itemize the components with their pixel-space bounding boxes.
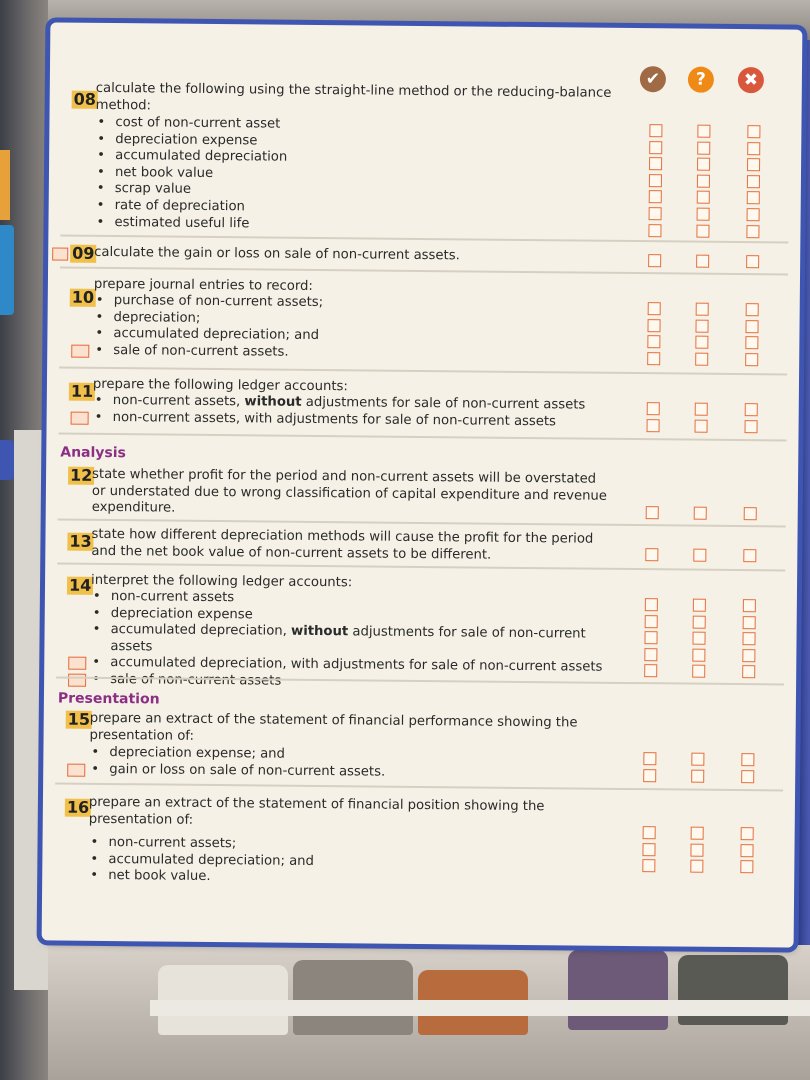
- bullet: • accumulated depreciation, without adjustments for sale of non-current assets: [90, 622, 610, 660]
- checkbox-understood[interactable]: [645, 615, 658, 628]
- checkbox-understood[interactable]: [649, 157, 662, 170]
- bullet: • depreciation;: [94, 309, 614, 331]
- checkbox-unsure[interactable]: [692, 648, 705, 661]
- checkbox-not-understood[interactable]: [741, 753, 754, 766]
- checkbox-understood[interactable]: [646, 506, 659, 519]
- bullet: • gain or loss on sale of non-current assets.: [89, 761, 609, 783]
- item-lead: state how different depreciation methods will cause the profit for the period and the net book value of non-current assets to be different.: [91, 526, 594, 563]
- checkbox-not-understood[interactable]: [741, 770, 754, 783]
- core-tag-icon: [67, 763, 85, 776]
- bullet: • cost of non-current asset: [95, 115, 615, 137]
- check-icon: ✔: [640, 66, 666, 92]
- checkbox-group: [637, 752, 777, 753]
- checkbox-understood[interactable]: [643, 826, 656, 839]
- item-lead: calculate the following using the straight-line method or the reducing-balance method:: [95, 80, 612, 113]
- checkbox-group: [637, 826, 777, 827]
- bullet: • depreciation expense; and: [89, 745, 609, 767]
- checkbox-not-understood[interactable]: [743, 599, 756, 612]
- checkbox-not-understood[interactable]: [740, 860, 753, 873]
- item-10: [48, 276, 800, 360]
- section-heading-analysis: Analysis: [60, 444, 127, 462]
- divider: [60, 267, 788, 276]
- checkbox-not-understood[interactable]: [747, 175, 760, 188]
- item-number: 16: [66, 797, 90, 817]
- bullet: • accumulated depreciation; and: [93, 326, 613, 348]
- workbook-page: [42, 22, 803, 947]
- checkbox-understood[interactable]: [649, 174, 662, 187]
- checkbox-group: [642, 302, 782, 303]
- checkbox-understood[interactable]: [649, 207, 662, 220]
- bullet: • net book value: [95, 165, 615, 187]
- divider: [58, 433, 786, 442]
- item-lead: prepare an extract of the statement of financial position showing the presentation of:: [88, 794, 545, 828]
- checkbox-not-understood[interactable]: [741, 827, 754, 840]
- checkbox-understood[interactable]: [648, 254, 661, 267]
- item-number: 14: [68, 575, 92, 595]
- checkbox-unsure[interactable]: [695, 352, 708, 365]
- checkbox-group: [641, 402, 781, 403]
- checkbox-unsure[interactable]: [696, 255, 709, 268]
- checkbox-unsure[interactable]: [697, 208, 710, 221]
- checkbox-understood[interactable]: [649, 191, 662, 204]
- bullet: • depreciation expense: [95, 131, 615, 153]
- bullet: • depreciation expense: [91, 605, 611, 627]
- checkbox-understood[interactable]: [647, 419, 660, 432]
- core-tag-icon: [68, 674, 86, 687]
- checkbox-unsure[interactable]: [697, 174, 710, 187]
- checkbox-not-understood[interactable]: [745, 353, 758, 366]
- checkbox-group: [643, 124, 783, 125]
- checkbox-group: [639, 548, 779, 549]
- bullet: • sale of non-current assets: [90, 672, 610, 694]
- checkbox-understood[interactable]: [647, 352, 660, 365]
- checkbox-unsure[interactable]: [696, 224, 709, 237]
- item-lead: prepare journal entries to record:: [93, 276, 313, 294]
- background-adjacent-book: [0, 0, 48, 1080]
- checkbox-not-understood[interactable]: [740, 844, 753, 857]
- bullet: • accumulated depreciation: [95, 148, 615, 170]
- checkbox-not-understood[interactable]: [746, 255, 759, 268]
- checkbox-not-understood[interactable]: [743, 616, 756, 629]
- section-heading-presentation: Presentation: [57, 690, 160, 708]
- checkbox-understood[interactable]: [642, 843, 655, 856]
- checkbox-not-understood[interactable]: [745, 336, 758, 349]
- checkbox-not-understood[interactable]: [743, 549, 756, 562]
- checkbox-unsure[interactable]: [690, 843, 703, 856]
- checkbox-unsure[interactable]: [693, 599, 706, 612]
- bullet: • purchase of non-current assets;: [94, 293, 614, 315]
- bullet: • non-current assets, without adjustments for sale of non-current assets: [93, 393, 613, 415]
- checkbox-understood[interactable]: [648, 302, 661, 315]
- bullet: • net book value.: [88, 868, 608, 890]
- item-lead: prepare an extract of the statement of financial performance showing the presentation of:: [89, 710, 578, 744]
- checkbox-unsure[interactable]: [695, 403, 708, 416]
- item-lead: interpret the following ledger accounts:: [90, 572, 353, 591]
- checkbox-understood[interactable]: [645, 598, 658, 611]
- checkbox-not-understood[interactable]: [742, 632, 755, 645]
- checkbox-understood[interactable]: [648, 224, 661, 237]
- bullet: • rate of depreciation: [95, 198, 615, 220]
- divider: [55, 782, 783, 791]
- checkbox-unsure[interactable]: [691, 769, 704, 782]
- self-assessment-header: [640, 66, 780, 97]
- item-number: 12: [69, 465, 93, 485]
- item-number: 15: [67, 709, 91, 729]
- bullet: • accumulated depreciation; and: [88, 851, 608, 873]
- checkbox-understood[interactable]: [647, 402, 660, 415]
- item-number: 13: [69, 531, 92, 551]
- item-number: 10: [71, 287, 95, 307]
- item-16: [43, 794, 795, 885]
- checkbox-understood[interactable]: [645, 548, 658, 561]
- checkbox-unsure[interactable]: [692, 665, 705, 678]
- divider: [57, 563, 785, 572]
- checkbox-unsure[interactable]: [695, 336, 708, 349]
- checkbox-unsure[interactable]: [697, 125, 710, 138]
- core-tag-icon: [71, 344, 89, 357]
- checkbox-not-understood[interactable]: [747, 142, 760, 155]
- item-bullets: [89, 745, 609, 783]
- checkbox-understood[interactable]: [644, 631, 657, 644]
- checkbox-unsure[interactable]: [692, 632, 705, 645]
- checkbox-understood[interactable]: [643, 752, 656, 765]
- checkbox-unsure[interactable]: [694, 507, 707, 520]
- checkbox-not-understood[interactable]: [742, 665, 755, 678]
- checkbox-understood[interactable]: [649, 124, 662, 137]
- item-bullets: [94, 115, 615, 236]
- item-09: [48, 243, 800, 264]
- checkbox-understood[interactable]: [647, 335, 660, 348]
- checkbox-unsure[interactable]: [695, 319, 708, 332]
- bullet: • sale of non-current assets.: [93, 343, 613, 365]
- checkbox-not-understood[interactable]: [747, 125, 760, 138]
- checkbox-group: [639, 598, 779, 599]
- checkbox-not-understood[interactable]: [747, 158, 760, 171]
- checkbox-understood[interactable]: [647, 319, 660, 332]
- checkbox-unsure[interactable]: [691, 753, 704, 766]
- question-icon: ?: [688, 67, 714, 93]
- checkbox-not-understood[interactable]: [745, 420, 758, 433]
- cross-icon: ✖: [738, 67, 764, 93]
- checkbox-understood[interactable]: [644, 665, 657, 678]
- checkbox-group: [642, 254, 782, 255]
- checkbox-unsure[interactable]: [697, 158, 710, 171]
- checkbox-understood[interactable]: [644, 648, 657, 661]
- background-shelf-edge: [150, 1000, 810, 1016]
- bullet: • estimated useful life: [94, 214, 614, 236]
- checkbox-unsure[interactable]: [693, 549, 706, 562]
- checkbox-not-understood[interactable]: [744, 507, 757, 520]
- checkbox-unsure[interactable]: [697, 141, 710, 154]
- item-lead: state whether profit for the period and non-current assets will be overstated or understated due to wrong classification of capital expenditure and revenue expenditure.: [91, 466, 608, 516]
- checkbox-unsure[interactable]: [696, 303, 709, 316]
- checkbox-understood[interactable]: [649, 141, 662, 154]
- item-bullets: [93, 293, 614, 364]
- item-number: 09: [72, 243, 95, 263]
- checkbox-unsure[interactable]: [693, 615, 706, 628]
- checkbox-not-understood[interactable]: [742, 649, 755, 662]
- item-13: [46, 526, 798, 563]
- bullet: • non-current assets;: [88, 835, 608, 857]
- item-bullets: [88, 835, 608, 890]
- checkbox-not-understood[interactable]: [746, 303, 759, 316]
- checkbox-unsure[interactable]: [695, 419, 708, 432]
- bullet: • non-current assets, with adjustments for sale of non-current assets: [93, 409, 613, 431]
- bullet: • scrap value: [95, 181, 615, 203]
- item-12: [46, 465, 798, 516]
- bullet: • non-current assets: [91, 589, 611, 611]
- item-15: [44, 709, 796, 780]
- checkbox-not-understood[interactable]: [745, 403, 758, 416]
- checkbox-unsure[interactable]: [690, 860, 703, 873]
- checkbox-understood[interactable]: [642, 859, 655, 872]
- divider: [59, 367, 787, 376]
- divider: [58, 519, 786, 528]
- checkbox-group: [640, 506, 780, 507]
- checkbox-understood[interactable]: [643, 769, 656, 782]
- item-bullets: [93, 393, 613, 431]
- divider: [60, 235, 788, 244]
- checkbox-unsure[interactable]: [691, 827, 704, 840]
- item-number: 08: [73, 89, 97, 109]
- item-11: [47, 376, 799, 429]
- core-tag-icon: [52, 247, 68, 260]
- item-14: [45, 572, 797, 689]
- item-lead: calculate the gain or loss on sale of non-current assets.: [94, 244, 460, 264]
- checkbox-not-understood[interactable]: [747, 208, 760, 221]
- bullet: • accumulated depreciation, with adjustments for sale of non-current assets: [90, 655, 610, 677]
- checkbox-not-understood[interactable]: [746, 225, 759, 238]
- checkbox-not-understood[interactable]: [747, 191, 760, 204]
- checkbox-unsure[interactable]: [697, 191, 710, 204]
- core-tag-icon: [68, 657, 86, 670]
- item-number: 11: [70, 381, 94, 401]
- item-lead: prepare the following ledger accounts:: [92, 376, 348, 395]
- core-tag-icon: [71, 411, 89, 424]
- checkbox-not-understood[interactable]: [745, 320, 758, 333]
